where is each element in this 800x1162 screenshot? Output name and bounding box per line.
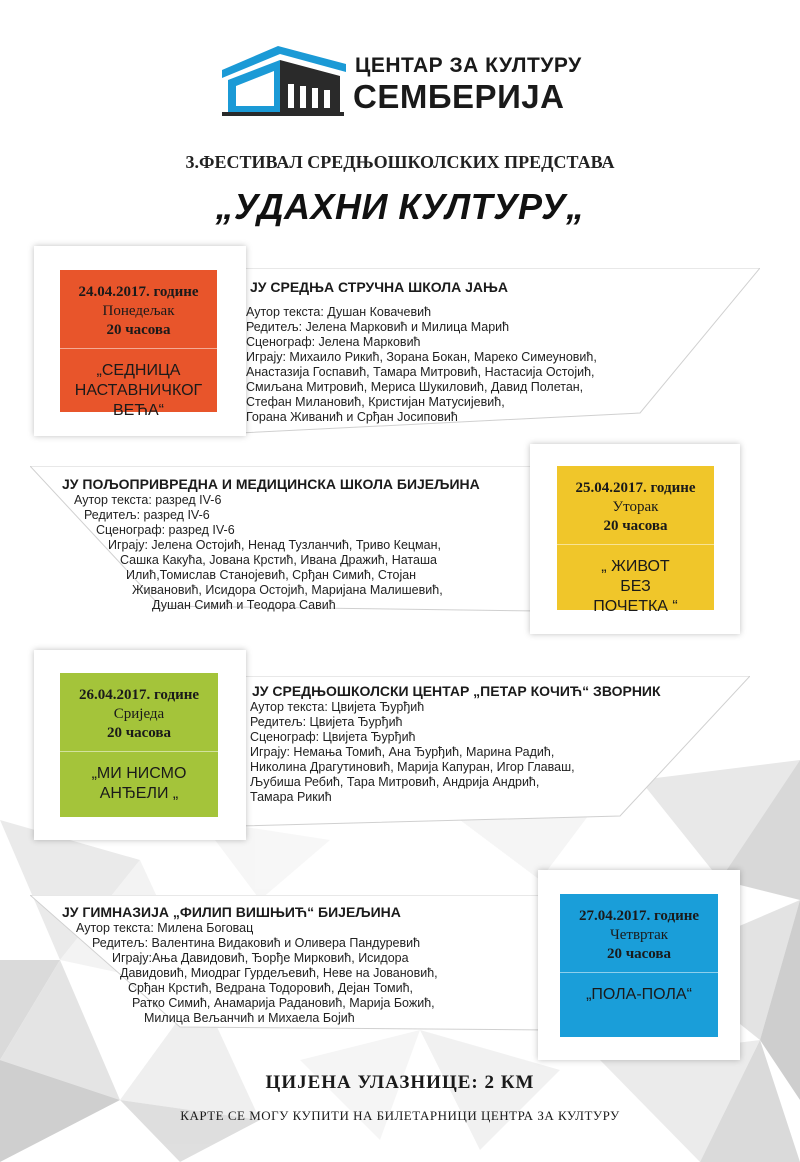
event-3-separator: [60, 751, 218, 752]
event-2-play-title: „ ЖИВОТ БЕЗ ПОЧЕТКА “: [593, 558, 678, 615]
event-2-credit-line: Редитељ: разред IV-6: [84, 508, 210, 522]
event-4-school: ЈУ ГИМНАЗИЈА „ФИЛИП ВИШЊИЋ“ БИЈЕЉИНА: [62, 904, 401, 920]
event-3-credit-line: Играју: Немања Томић, Ана Ђурђић, Марина Радић,: [250, 745, 555, 759]
event-3-credit-line: Редитељ: Цвијета Ђурђић: [250, 715, 403, 729]
event-4-datebox: [560, 894, 718, 1037]
event-2-date: 25.04.2017. године: [575, 480, 696, 496]
logo: [218, 40, 582, 118]
event-2-credits: [74, 493, 443, 613]
event-4-credit-line: Давидовић, Миодраг Гурдељевић, Неве на Јовановић,: [120, 966, 438, 980]
festival-title: 3.ФЕСТИВАЛ СРЕДЊОШКОЛСКИХ ПРЕДСТАВА: [185, 152, 615, 172]
event-1-school: ЈУ СРЕДЊА СТРУЧНА ШКОЛА ЈАЊА: [250, 279, 509, 295]
event-4-credits: [76, 921, 438, 1026]
event-2-time: 20 часова: [603, 518, 668, 534]
event-3-time: 20 часова: [106, 725, 172, 741]
event-4-play-title: „ПОЛА-ПОЛА“: [586, 986, 692, 1003]
event-3-school: ЈУ СРЕДЊОШКОЛСКИ ЦЕНТАР „ПЕТАР КОЧИЋ“ ЗВОРНИК: [252, 683, 661, 699]
event-2-separator: [557, 544, 714, 545]
event-2-credit-line: Сашка Какућа, Јована Крстић, Ивана Дражић, Наташа: [120, 553, 437, 567]
event-1-separator: [60, 348, 217, 349]
event-3-datebox: [60, 673, 218, 817]
event-4-credit-line: Аутор текста: Милена Боговац: [76, 921, 254, 935]
event-4-time: 20 часова: [606, 946, 672, 962]
event-3-credit-line: Аутор текста: Цвијета Ђурђић: [250, 700, 425, 714]
event-1-credits: [246, 305, 597, 425]
event-1-credit-line: Смиљана Митровић, Мериса Шукиловић, Давид Полетан,: [246, 380, 584, 394]
event-3-credit-line: Сценограф: Цвијета Ђурђић: [250, 730, 416, 744]
event-3-credits: [250, 700, 575, 805]
festival-slogan: „УДАХНИ КУЛТУРУ„: [215, 186, 585, 227]
event-4-credit-line: Милица Вељанчић и Михаела Бојић: [144, 1011, 355, 1025]
event-4-credit-line: Играју:Ања Давидовић, Ђорђе Мирковић, Исидора: [112, 951, 409, 965]
event-1-time: 20 часова: [106, 322, 171, 338]
event-2-credit-line: Живановић, Исидора Остојић, Маријана Малишевић,: [132, 583, 443, 597]
event-4-separator: [560, 972, 718, 973]
event-3-credit-line: Тамара Рикић: [250, 790, 332, 804]
event-4-date: 27.04.2017. године: [578, 908, 700, 924]
event-1-play-title: „СЕДНИЦА НАСТАВНИЧКОГ ВЕЋА“: [74, 362, 203, 419]
event-1-credit-line: Анастазија Госпавић, Тамара Митровић, Настасија Остојић,: [246, 365, 595, 379]
event-1-credit-line: Редитељ: Јелена Марковић и Милица Марић: [246, 320, 510, 334]
event-1-credit-line: Аутор текста: Душан Ковачевић: [246, 305, 432, 319]
event-2-day: Уторак: [612, 499, 659, 515]
event-1-datebox: [60, 270, 217, 419]
event-3-date: 26.04.2017. године: [78, 687, 200, 703]
event-2-credit-line: Сценограф: разред IV-6: [96, 523, 235, 537]
logo-line2: СЕМБЕРИЈА: [353, 78, 565, 115]
event-2-credit-line: Илић,Томислав Станојевић, Срђан Симић, Стојан: [126, 568, 417, 582]
event-3-day: Сриједа: [113, 706, 165, 722]
event-1-day: Понедељак: [102, 303, 175, 319]
event-4-credit-line: Ратко Симић, Анамарија Радановић, Марија Божић,: [132, 996, 435, 1010]
event-3-credit-line: Љубиша Ребић, Тара Митровић, Андрија Андрић,: [250, 775, 540, 789]
building-icon: [218, 40, 348, 118]
event-2-credit-line: Душан Симић и Теодора Савић: [152, 598, 336, 612]
event-3-credit-line: Николина Драгутиновић, Марија Капуран, Игор Главаш,: [250, 760, 575, 774]
ticket-info: КАРТЕ СЕ МОГУ КУПИТИ НА БИЛЕТАРНИЦИ ЦЕНТРА ЗА КУЛТУРУ: [180, 1108, 620, 1123]
event-3-play-title: „МИ НИСМО АНЂЕЛИ „: [91, 765, 187, 802]
event-4-day: Четвртак: [609, 927, 669, 943]
logo-line1: ЦЕНТАР ЗА КУЛТУРУ: [355, 54, 582, 77]
event-2-school: ЈУ ПОЉОПРИВРЕДНА И МЕДИЦИНСКА ШКОЛА БИЈЕЉИНА: [62, 476, 480, 492]
event-1-credit-line: Сценограф: Јелена Марковић: [246, 335, 421, 349]
event-2-credit-line: Аутор текста: разред IV-6: [74, 493, 222, 507]
event-1-credit-line: Горана Живанић и Срђан Јосиповић: [246, 410, 458, 424]
event-2-credit-line: Играју: Јелена Остојић, Ненад Тузланчић, Триво Кецман,: [108, 538, 441, 552]
event-1-credit-line: Играју: Михаило Рикић, Зорана Бокан, Мареко Симеуновић,: [246, 350, 597, 364]
event-4-credit-line: Редитељ: Валентина Видаковић и Оливера Пандуревић: [92, 936, 421, 950]
event-4-credit-line: Срђан Крстић, Ведрана Тодоровић, Дејан Томић,: [128, 981, 414, 995]
event-1-date: 24.04.2017. године: [78, 284, 199, 300]
ticket-price: ЦИЈЕНА УЛАЗНИЦЕ: 2 КМ: [265, 1072, 535, 1093]
event-1-credit-line: Стефан Милановић, Кристијан Матусијевић,: [246, 395, 505, 409]
event-2-datebox: [557, 466, 714, 615]
